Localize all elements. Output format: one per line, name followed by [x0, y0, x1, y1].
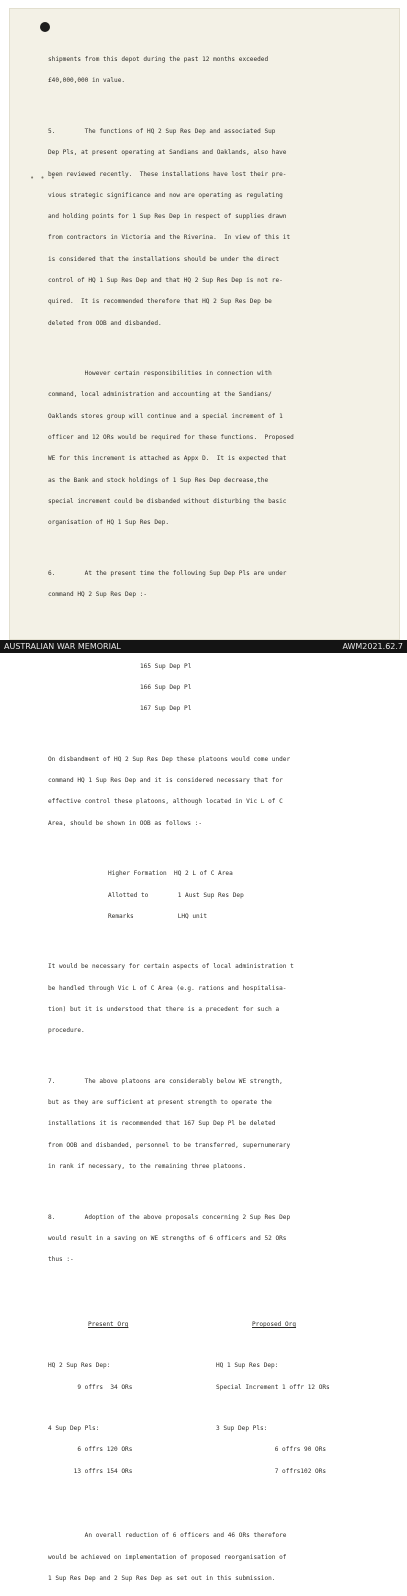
platoon-item: 166 Sup Dep Pl: [140, 684, 192, 692]
paragraph-8-line: would result in a saving on WE strengths of 6 officers and 52 ORs: [48, 1234, 287, 1242]
paragraph-7-line: in rank if necessary, to the remaining three platoons.: [48, 1162, 247, 1170]
present-org-heading: Present Org: [88, 1320, 129, 1328]
org-row: 3 Sup Dep Pls:: [216, 1425, 268, 1433]
paragraph-line: as the Bank and stock holdings of 1 Sup Res Dep decrease,the: [48, 476, 269, 484]
paragraph-line: organisation of HQ 1 Sup Res Dep.: [48, 519, 170, 527]
formation-row: Remarks LHQ unit: [108, 912, 208, 920]
paragraph-line: command, local administration and accounting at the Sandians/: [48, 391, 272, 399]
paragraph-5-line: vious strategic significance and now are operating as regulating: [48, 191, 283, 199]
paragraph-5-line: quired. It is recommended therefore that HQ 2 Sup Res Dep be: [48, 298, 272, 306]
paragraph-line: On disbandment of HQ 2 Sup Res Dep these platoons would come under: [48, 755, 291, 763]
org-row: HQ 2 Sup Res Dep:: [48, 1362, 111, 1370]
paragraph-line: It would be necessary for certain aspects of local administration t: [48, 963, 294, 971]
paragraph-line: An overall reduction of 6 officers and 46 ORs therefore: [48, 1532, 287, 1540]
platoon-item: 165 Sup Dep Pl: [140, 662, 192, 670]
punch-hole-icon: [40, 22, 50, 32]
paragraph-line: command HQ 1 Sup Res Dep and it is considered necessary that for: [48, 777, 283, 785]
text-line: £40,000,000 in value.: [48, 77, 126, 85]
org-row: HQ 1 Sup Res Dep:: [216, 1362, 279, 1370]
paragraph-5-line: is considered that the installations should be under the direct: [48, 255, 280, 263]
paragraph-5-line: deleted from OOB and disbanded.: [48, 319, 162, 327]
paragraph-8-line: thus :-: [48, 1256, 74, 1264]
paragraph-line: procedure.: [48, 1027, 85, 1035]
paragraph-5-line: and holding points for 1 Sup Res Dep in respect of supplies drawn: [48, 213, 287, 221]
org-comparison-table: [48, 1307, 384, 1489]
org-total-row: 13 offrs 154 ORs: [48, 1467, 133, 1475]
proposed-org-heading: Proposed Org: [252, 1320, 297, 1328]
paragraph-line: officer and 12 ORs would be required for these functions. Proposed: [48, 433, 294, 441]
paragraph-6-line: 6. At the present time the following Sup Dep Pls are under: [48, 569, 287, 577]
paragraph-7-line: from OOB and disbanded, personnel to be transferred, supernumerary: [48, 1141, 291, 1149]
text-line: shipments from this depot during the past 12 months exceeded: [48, 56, 269, 64]
paragraph-5-line: Dep Pls, at present operating at Sandians and Oaklands, also have: [48, 149, 287, 157]
paragraph-5-line: control of HQ 1 Sup Res Dep and that HQ 2 Sup Res Dep is not re-: [48, 277, 283, 284]
proposed-org-column: [216, 1307, 384, 1489]
paragraph-5-line: from contractors in Victoria and the Riverina. In view of this it: [48, 234, 291, 242]
paragraph-5-line: been reviewed recently. These installations have lost their pre-: [48, 170, 287, 178]
org-total-row: 7 offrs102 ORs: [216, 1467, 327, 1475]
org-row: Special Increment 1 offr 12 ORs: [216, 1383, 330, 1391]
document-body: [48, 42, 384, 1596]
org-row: 9 offrs 34 ORs: [48, 1383, 133, 1391]
paragraph-line: 1 Sup Res Dep and 2 Sup Res Dep as set out in this submission.: [48, 1574, 276, 1582]
paragraph-line: Oaklands stores group will continue and a special increment of 1: [48, 412, 283, 420]
paragraph-5-line: 5. The functions of HQ 2 Sup Res Dep and associated Sup: [48, 128, 276, 136]
platoon-item: 167 Sup Dep Pl: [140, 705, 192, 713]
formation-row: Allotted to 1 Aust Sup Res Dep: [108, 891, 244, 899]
paragraph-6-line: command HQ 2 Sup Res Dep :-: [48, 590, 148, 598]
paragraph-line: Area, should be shown in OOB as follows :-: [48, 819, 203, 827]
org-row: 6 offrs 90 ORs: [216, 1446, 327, 1454]
paragraph-7-line: installations it is recommended that 167 Sup Dep Pl be deleted: [48, 1120, 276, 1128]
paragraph-line: would be achieved on implementation of proposed reorganisation of: [48, 1553, 287, 1561]
margin-mark: • • •: [30, 174, 57, 182]
footer-record-id: AWM2021.62.7: [342, 642, 403, 651]
paragraph-line: tion) but it is understood that there is a precedent for such a: [48, 1006, 280, 1013]
paragraph-line: However certain responsibilities in connection with: [48, 370, 272, 378]
paragraph-7-line: but as they are sufficient at present strength to operate the: [48, 1099, 272, 1107]
paragraph-line: special increment could be disbanded without disturbing the basic: [48, 497, 287, 505]
paragraph-line: effective control these platoons, although located in Vic L of C: [48, 798, 283, 806]
paragraph-line: WE for this increment is attached as Appx D. It is expected that: [48, 455, 287, 463]
paragraph-8-line: 8. Adoption of the above proposals concerning 2 Sup Res Dep: [48, 1213, 291, 1221]
footer-institution: AUSTRALIAN WAR MEMORIAL: [4, 642, 121, 651]
org-row: 6 offrs 120 ORs: [48, 1446, 133, 1454]
footer-bar: [0, 640, 407, 653]
present-org-column: [48, 1307, 216, 1489]
paragraph-7-line: 7. The above platoons are considerably below WE strength,: [48, 1077, 283, 1085]
paragraph-line: be handled through Vic L of C Area (e.g. rations and hospitalisa-: [48, 984, 287, 992]
formation-row: Higher Formation HQ 2 L of C Area: [108, 870, 233, 878]
org-row: 4 Sup Dep Pls:: [48, 1425, 100, 1433]
